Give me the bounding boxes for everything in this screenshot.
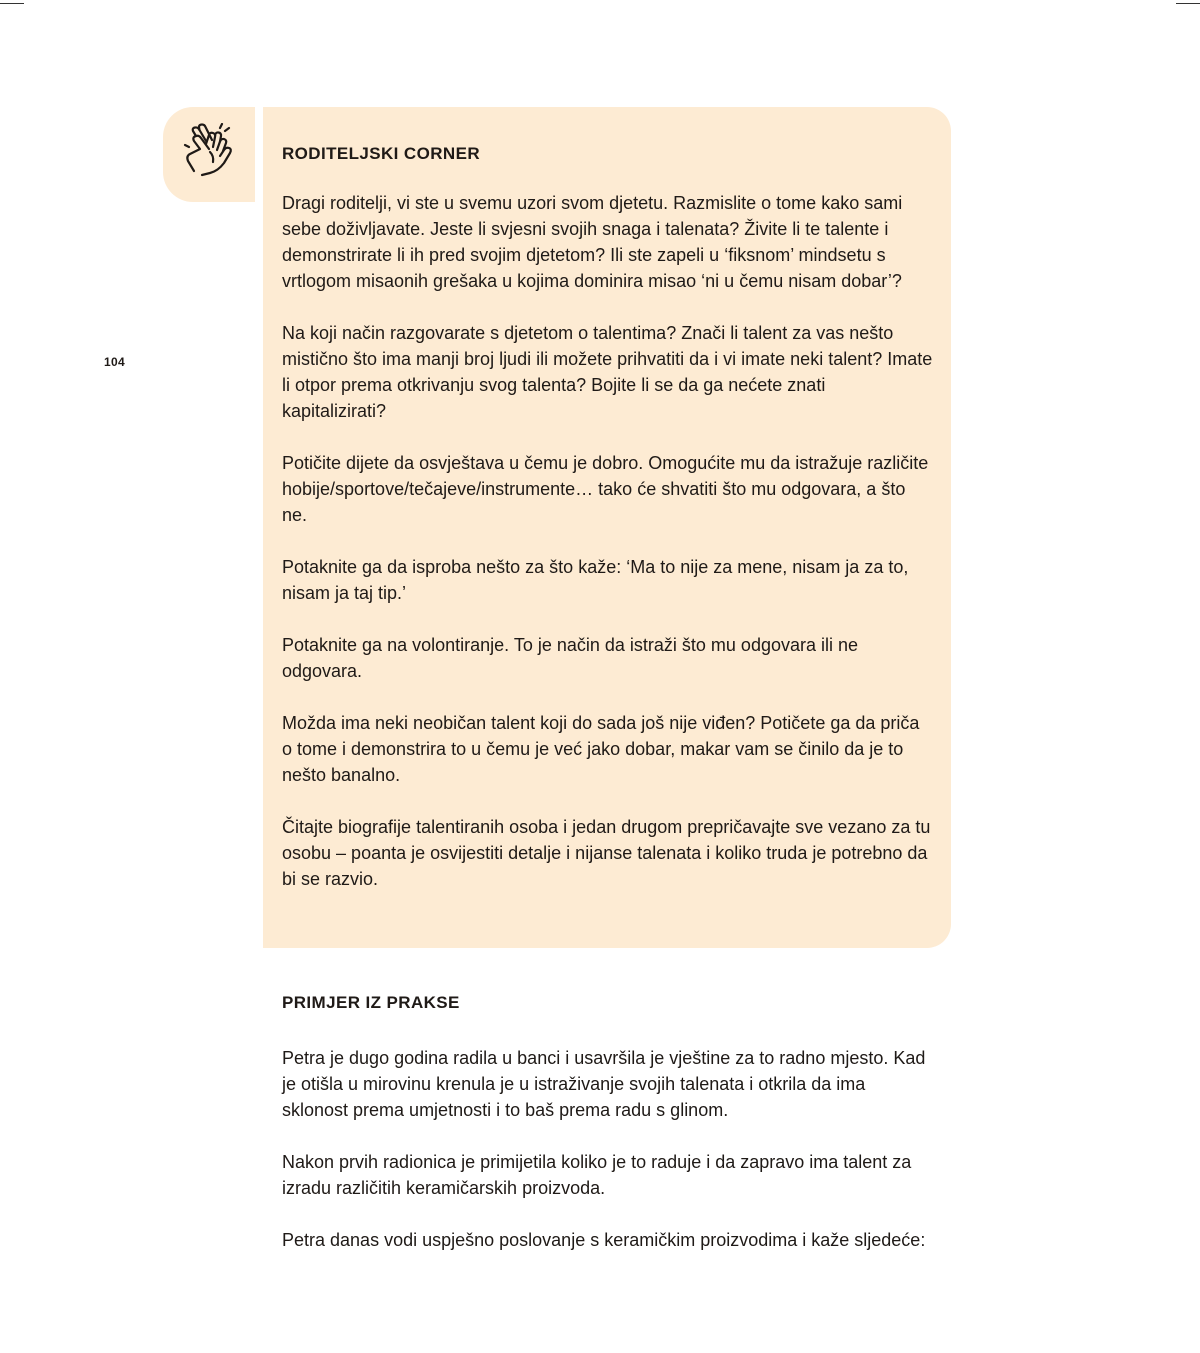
corner-paragraph: Potičite dijete da osvještava u čemu je dobro. Omogućite mu da istražuje različite hobije/sportove/tečajeve/instrumente… tako će shvatiti što mu odgovara, a što ne. bbox=[282, 453, 929, 525]
practice-section bbox=[282, 991, 932, 1279]
crop-mark-right bbox=[1176, 3, 1200, 4]
page-number: 104 bbox=[104, 355, 125, 369]
practice-title: PRIMJER IZ PRAKSE bbox=[282, 993, 460, 1012]
crop-mark-left bbox=[0, 3, 24, 4]
practice-paragraph: Nakon prvih radionica je primijetila koliko je to raduje i da zapravo ima talent za izradu različitih keramičarskih proizvoda. bbox=[282, 1152, 912, 1198]
corner-title: RODITELJSKI CORNER bbox=[282, 144, 480, 163]
clapping-hands-icon bbox=[180, 123, 238, 186]
practice-paragraph: Petra je dugo godina radila u banci i usavršila je vještine za to radno mjesto. Kad je otišla u mirovinu krenula je u istraživanje svojih talenata i otkrila da ima sklonost prema umjetnosti i to baš prema radu s glinom. bbox=[282, 1048, 926, 1120]
practice-paragraph: Petra danas vodi uspješno poslovanje s keramičkim proizvodima i kaže sljedeće: bbox=[282, 1230, 926, 1250]
corner-paragraphs bbox=[282, 190, 934, 918]
corner-paragraph: Potaknite ga da isproba nešto za što kaže: ‘Ma to nije za mene, nisam ja za to, nisam ja taj tip.’ bbox=[282, 557, 909, 603]
corner-paragraph: Možda ima neki neobičan talent koji do sada još nije viđen? Potičete ga da priča o tome i demonstrira to u čemu je već jako dobar, makar vam se činilo da je to nešto banalno. bbox=[282, 713, 920, 785]
corner-paragraph: Potaknite ga na volontiranje. To je način da istraži što mu odgovara ili ne odgovara. bbox=[282, 635, 859, 681]
corner-paragraph: Dragi roditelji, vi ste u svemu uzori svom djetetu. Razmislite o tome kako sami sebe doživljavate. Jeste li svjesni svojih snaga i talenata? Živite li te talente i demonstrirate li ih pred svojim djetetom? Ili ste zapeli u ‘fiksnom’ mindsetu s vrtlogom misaonih grešaka u kojima dominira misao ‘ni u čemu nisam dobar’? bbox=[282, 193, 903, 291]
parent-corner-box bbox=[263, 107, 951, 948]
corner-paragraph: Na koji način razgovarate s djetetom o talentima? Znači li talent za vas nešto mistično što ima manji broj ljudi ili možete prihvatiti da i vi imate neki talent? Imate li otpor prema otkrivanju svog talenta? Bojite li se da ga nećete znati kapitalizirati? bbox=[282, 323, 933, 421]
corner-paragraph: Čitajte biografije talentiranih osoba i jedan drugom prepričavajte sve vezano za tu osobu – poanta je osvijestiti detalje i nijanse talenata i koliko truda je potrebno da bi se razvio. bbox=[282, 817, 931, 889]
corner-icon-box bbox=[163, 107, 255, 202]
